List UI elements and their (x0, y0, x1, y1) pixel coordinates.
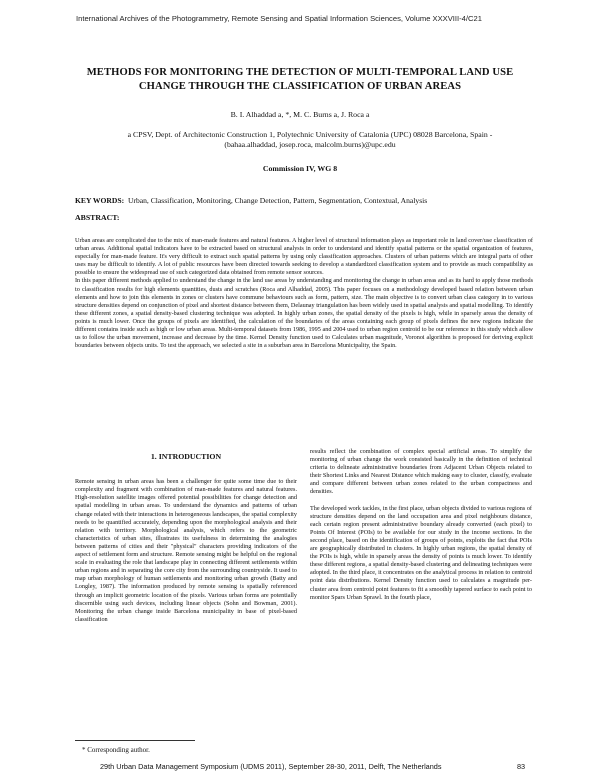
abstract-body (75, 237, 533, 350)
right-column (310, 448, 532, 602)
body-paragraph: The developed work tackles, in the first place, urban objects divided to various regions of structure densities depend on the land occupation area and pixel neighbours distance, each certain region present administrative boundary already converted (each pixel) to Points Of Interest (POIs) to be available for our study in the income sections. In the second place, based on the identification of groups of points, exploits the fact that POIs are geographically distributed in clusters. In highly urban regions, the spatial density of the POIs is high, while in sparsely areas the density of points is much lower. To identify these different regions, a spatial density-based clustering and delineating techniques were adopted. In the third place, it concentrates on the analytical process in relation to centroid point data distributions. Kernel Density function used to calculates a magnitude per-cluster area from centroid point features to fit a smoothly tapered surface to each point to monitor Spars Urban Sprawl. In the fourth place, (310, 504, 532, 601)
keywords-text: Urban, Classification, Monitoring, Change Detection, Pattern, Segmentation, Contextual, Analysis (127, 196, 428, 205)
paper-title (60, 66, 540, 94)
affiliation (90, 130, 530, 150)
running-head: International Archives of the Photogrammetry, Remote Sensing and Spatial Information Sciences, Volume XXXVIII-4/C21 (76, 14, 482, 23)
commission: Commission IV, WG 8 (262, 164, 338, 173)
footnote: * Corresponding author. (82, 746, 150, 754)
body-paragraph: Remote sensing in urban areas has been a challenger for quite some time due to their complexity and fragment with combination of man-made features and natural features. High-resolution satellite images offered potential possibilities for change detection and spatial modelling in urban areas. To understand the dynamics and patterns of urban change related with their interactions in heterogeneous landscapes, the spatial complexity needs to be quantified accurately, depending upon the morphological analysis and their relation with territory. Morphological analysis, which refers to the geometric characteristics of urban sites, illustrates its usefulness in determining the analogies between patterns of cities and their "physical" characters providing indicators of the aspect of settlement form and structure. Remote sensing might be helpful on the regional scale in evaluating the role that landscape play in connecting different settlements within urban regions and in separating the core city from the surrounding countryside. It used to map urban morphology of human settlements and monitoring urban growth (Batty and Longley, 1987). The information produced by remote sensing is spatially referenced through an implicit geometric location of the pixels. Various urban forms are potentially discernible using such devices, including linear objects (Sohn and Bowman, 2001). Monitoring the urban change inside Barcelona municipality in base of pixel-based classification (75, 478, 297, 623)
keywords (75, 196, 535, 205)
footnote-divider (75, 740, 195, 741)
authors: B. I. Alhaddad a, *, M. C. Burns a, J. Roca a (230, 110, 370, 119)
left-column (75, 472, 297, 630)
abstract-heading: ABSTRACT: (75, 213, 120, 222)
title-line-2: CHANGE THROUGH THE CLASSIFICATION OF URBAN AREAS (138, 81, 462, 92)
affiliation-line-1: a CPSV, Dept. of Architectonic Construction 1, Polytechnic University of Catalonia (UPC) 08028 Barcelona, Spain - (127, 130, 493, 139)
footer-text: 29th Urban Data Management Symposium (UDMS 2011), September 28-30, 2011, Delft, The Netherlands (100, 762, 442, 771)
keywords-label: KEY WORDS: (75, 196, 125, 205)
page-number: 83 (517, 762, 526, 771)
body-paragraph: results reflect the combination of complex special artificial areas. To simplify the monitoring of urban change the work consisted basically in the definition of technical criteria to delineate administrative boundaries from Adjacent Urban Objects related to their Shortest Links and Nearest Distance which making easy to cluster, classify, evaluate and compare different between urban zones related to the urban compactness and densities. (310, 448, 532, 496)
affiliation-line-2: (bahaa.alhaddad, josep.roca, malcolm.burns)@upc.edu (224, 140, 396, 149)
title-line-1: METHODS FOR MONITORING THE DETECTION OF MULTI-TEMPORAL LAND USE (86, 67, 514, 78)
section-heading-introduction: 1. INTRODUCTION (150, 452, 222, 461)
abstract-paragraph: In this paper different methods applied to understand the change in the land use areas by understanding and monitoring the change in urban areas and as its hard to apply those methods to classification results for high elements quantities, dusts and scratches (Roca and Alhaddad, 2005). This paper focuses on a methodology developed based relation between urban elements and how to join this elements in zones or clusters have commune behaviours such as form, pattern, size. The main objective is to convert urban class category in to various structure densities depend on conjunction of pixel and shortest distance between them, Delaunay triangulation has been widely used in spatial analysis and spatial modelling. To identify these different zones, a spatial density-based clustering technique was adopted. In highly urban zones, the spatial density of the pixels is high, while in sparsely areas the density of points is much lower. Once the groups of pixels are identified, the calculation of the boundaries of the areas containing each group of pixels defines the new regions indicate the different contains inside such as high or low urban areas. Multi-temporal datasets from 1986, 1995 and 2004 used to urban region centroid to be our reference in this study which allow us to follow the urban movement, increase and decrease by the time. Kernel Density function used to Calculates urban magnitude, Voronoi algorithm is proposed for deriving explicit boundaries between objects units. To test the approach, we selected a site in a suburban area in Barcelona Municipality, the Spain. (75, 277, 533, 350)
abstract-paragraph: Urban areas are complicated due to the mix of man-made features and natural features. A higher level of structural information plays as important role in land cover/use classification of urban areas. Additional spatial indicators have to be extracted based on structural analysis in order to understand and identify spatial patterns or the spatial organization of features, especially for man-made feature. It's very difficult to extract such spatial patterns by using only classification approaches. Clusters of urban patterns which are integral parts of other uses may be difficult to identify. A lot of public resources have been directed towards seeking to develop a standardized classification system and to provide as much compatibility as possible to ensure the widespread use of such categorized data obtained from remote sensor sources. (75, 237, 533, 277)
